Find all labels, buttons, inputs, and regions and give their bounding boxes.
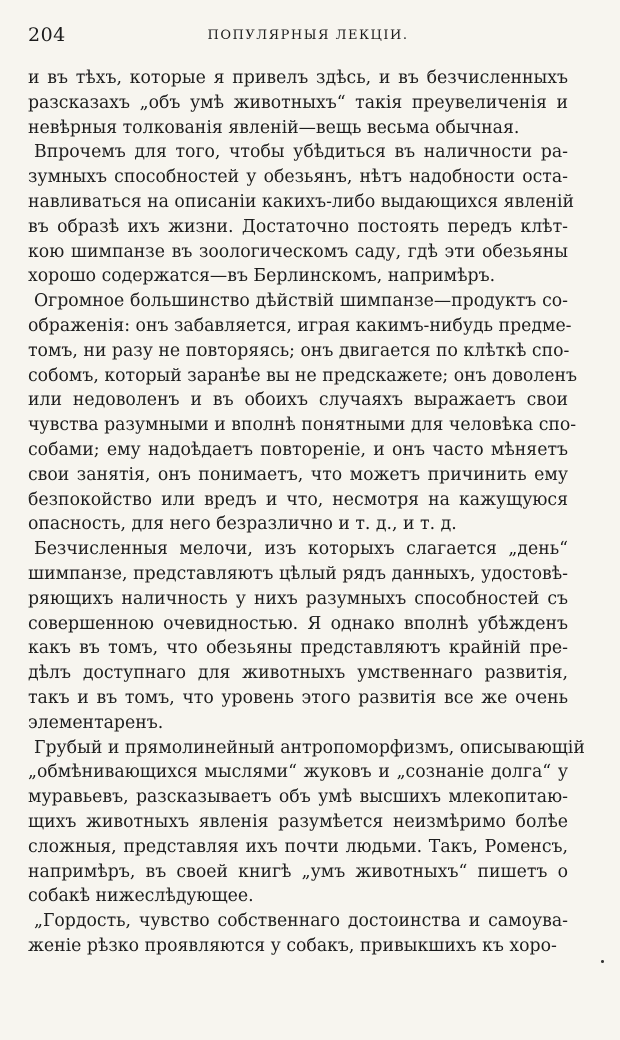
paragraph	[28, 909, 568, 959]
text-line: такъ и въ томъ, что уровень этого развитія все же очень	[28, 687, 568, 708]
print-speck	[601, 960, 604, 963]
text-line: дѣлъ доступнаго для животныхъ умственнаго развитія,	[28, 663, 568, 684]
text-line: „Гордость, чувство собственнаго достоинства и самоува-	[34, 911, 568, 932]
text-line: безпокойство или вредъ и что, несмотря на кажущуюся	[28, 489, 568, 510]
text-line: сложныя, представляя ихъ почти людьми. Такъ, Роменсъ,	[28, 836, 568, 857]
paragraph	[28, 736, 585, 910]
text-line: навливаться на описаніи какихъ-либо выдающихся явленій	[28, 191, 574, 212]
text-line: ображенія: онъ забавляется, играя какимъ-нибудь предме-	[28, 315, 572, 336]
text-line: элементаренъ.	[28, 712, 164, 733]
text-line: и въ тѣхъ, которые я привелъ здѣсь, и въ безчисленныхъ	[28, 68, 568, 88]
text-line: въ образѣ ихъ жизни. Достаточно постоять передъ клѣт-	[28, 216, 568, 237]
text-line: кою шимпанзе въ зоологическомъ саду, гдѣ эти обезьяны	[28, 241, 568, 262]
text-line: Впрочемъ для того, чтобы убѣдиться въ наличности ра-	[34, 142, 568, 163]
text-line: собами; ему надоѣдаетъ повтореніе, и онъ часто мѣняетъ	[28, 439, 568, 460]
page-number: 204	[28, 24, 66, 46]
text-line: Огромное большинство дѣйствій шимпанзе—продуктъ со-	[34, 291, 568, 312]
text-line: разсказахъ „объ умѣ животныхъ“ такія преувеличенія и	[28, 92, 568, 113]
running-title: ПОПУЛЯРНЫЯ ЛЕКЦІИ.	[207, 28, 409, 43]
text-line: хорошо содержатся—въ Берлинскомъ, напримѣръ.	[28, 266, 496, 287]
paragraph	[28, 140, 574, 289]
text-line: шимпанзе, представляютъ цѣлый рядъ данныхъ, удостовѣ-	[28, 563, 568, 584]
text-line: муравьевъ, разсказываетъ объ умѣ высшихъ млекопитаю-	[28, 787, 568, 808]
page-header	[28, 24, 588, 48]
paragraph	[28, 66, 568, 140]
text-line: томъ, ни разу не повторяясь; онъ двигается по клѣткѣ спо-	[28, 340, 570, 361]
text-line: Грубый и прямолинейный антропоморфизмъ, описывающій	[34, 737, 585, 758]
text-line: зумныхъ способностей у обезьянъ, нѣтъ надобности оста-	[28, 167, 568, 188]
text-line: женіе рѣзко проявляются у собакъ, привыкшихъ къ хоро-	[28, 935, 557, 956]
text-line: Безчисленныя мелочи, изъ которыхъ слагается „день“	[34, 539, 568, 560]
text-line: напримѣръ, въ своей книгѣ „умъ животныхъ“ пишетъ о	[28, 861, 568, 882]
text-line: какъ въ томъ, что обезьяны представляютъ крайній пре-	[28, 638, 568, 659]
text-line: совершенною очевидностью. Я однако вполнѣ убѣжденъ	[28, 613, 568, 634]
text-line: свои занятія, онъ понимаетъ, что можетъ причинить ему	[28, 464, 568, 485]
text-line: невѣрныя толкованія явленій—вещь весьма обычная.	[28, 117, 520, 138]
text-line: собомъ, который заранѣе вы не предскажете; онъ доволенъ	[28, 365, 578, 386]
text-line: „обмѣнивающихся мыслями“ жуковъ и „сознаніе долга“ у	[28, 762, 568, 783]
paragraph	[28, 289, 578, 537]
text-line: собакѣ нижеслѣдующее.	[28, 886, 254, 907]
text-line: опасность, для него безразлично и т. д., и т. д.	[28, 514, 457, 535]
text-line: ряющихъ наличность у нихъ разумныхъ способностей съ	[28, 588, 568, 609]
body-text	[28, 66, 585, 959]
paragraph	[28, 537, 568, 735]
text-line: или недоволенъ и въ обоихъ случаяхъ выражаетъ свои	[28, 390, 568, 411]
text-line: щихъ животныхъ явленія разумѣется неизмѣримо болѣе	[28, 811, 568, 832]
text-line: чувства разумными и вполнѣ понятными для человѣка спо-	[28, 415, 577, 436]
